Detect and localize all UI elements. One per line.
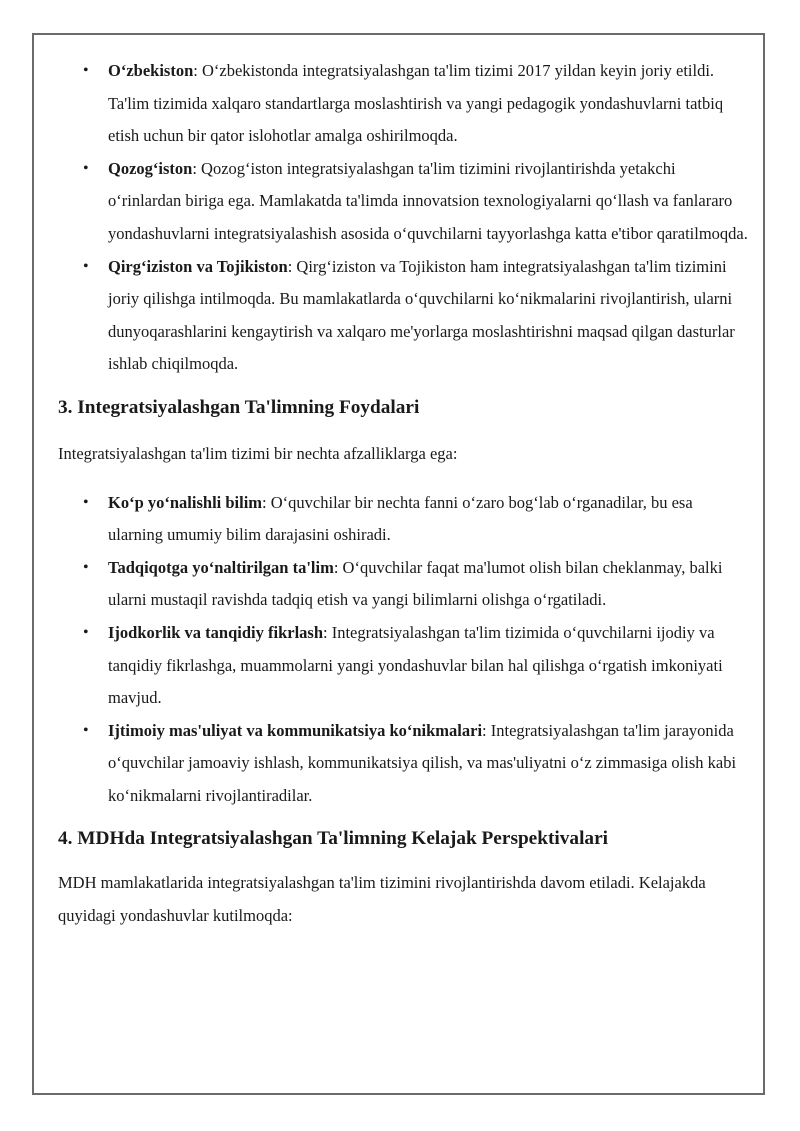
item-text: : Qirg‘iziston va Tojikiston ham integratsiyalashgan ta'lim tizimini joriy qilishga intilmoqda. Bu mamlakatlarda o‘quvchilarni ko‘nikmalarini rivojlantirish, ularni dunyoqarashlarini kengaytirish va xalqaro me'yorlarga moslashtirishni maqsad qilgan dasturlar ishlab chiqilmoqda. (108, 256, 735, 374)
list-item (58, 251, 749, 381)
item-term: Ijtimoiy mas'uliyat va kommunikatsiya ko‘nikmalari (108, 720, 483, 740)
item-text: : O‘quvchilar faqat ma'lumot olish bilan cheklanmay, balki ularni mustaqil ravishda tadqiq etish va yangi bilimlarni olishga o‘rgatiladi. (108, 557, 723, 610)
item-text: : Qozog‘iston integratsiyalashgan ta'lim tizimini rivojlantirishda yetakchi o‘rinlardan biriga ega. Mamlakatda ta'limda innovatsion texnologiyalarni qo‘llash va fanlararo yondashuvlarni integratsiyalashish asosida o‘quvchilarni tayyorlashga katta e'tibor qaratilmoqda. (108, 158, 748, 243)
country-list (58, 55, 749, 381)
list-item (58, 487, 749, 552)
item-term: Ijodkorlik va tanqidiy fikrlash (108, 622, 324, 642)
item-term: Tadqiqotga yo‘naltirilgan ta'lim (108, 557, 334, 577)
section-heading: 4. MDHda Integratsiyalashgan Ta'limning Kelajak Perspektivalari (58, 828, 608, 850)
item-text: : Integratsiyalashgan ta'lim tizimida o‘quvchilarni ijodiy va tanqidiy fikrlashga, muammolarni yangi yondashuvlar bilan hal qilishga o‘rgatish imkoniyati mavjud. (108, 622, 723, 708)
benefits-list (58, 487, 749, 813)
page-content (58, 55, 749, 933)
list-item (58, 617, 749, 715)
section-intro: MDH mamlakatlarida integratsiyalashgan ta'lim tizimini rivojlantirishda davom etiladi. Kelajakda quyidagi yondashuvlar kutilmoqda: (58, 873, 706, 926)
item-term: Qirg‘iziston va Tojikiston (108, 256, 288, 276)
document-page (32, 33, 765, 1095)
list-item (58, 55, 749, 153)
item-text: : Integratsiyalashgan ta'lim jarayonida o‘quvchilar jamoaviy ishlash, kommunikatsiya qilish, va mas'uliyatni o‘z zimmasiga olish kabi ko‘nikmalarni rivojlantiradilar. (108, 720, 737, 805)
item-text: : O‘zbekistonda integratsiyalashgan ta'lim tizimi 2017 yildan keyin joriy etildi. Ta'lim tizimida xalqaro standartlarga moslashtirish va yangi pedagogik yondashuvlarni tatbiq etish uchun bir qator islohotlar amalga oshirilmoqda. (108, 61, 724, 146)
item-term: O‘zbekiston (108, 61, 194, 80)
list-item (58, 153, 749, 251)
section-heading: 3. Integratsiyalashgan Ta'limning Foydalari (58, 396, 420, 418)
item-term: Ko‘p yo‘nalishli bilim (108, 492, 263, 512)
section-intro: Integratsiyalashgan ta'lim tizimi bir nechta afzalliklarga ega: (58, 443, 458, 463)
item-term: Qozog‘iston (108, 158, 193, 178)
list-item (58, 715, 749, 813)
item-text: : O‘quvchilar bir nechta fanni o‘zaro bog‘lab o‘rganadilar, bu esa ularning umumiy bilim darajasini oshiradi. (108, 492, 693, 545)
list-item (58, 552, 749, 617)
